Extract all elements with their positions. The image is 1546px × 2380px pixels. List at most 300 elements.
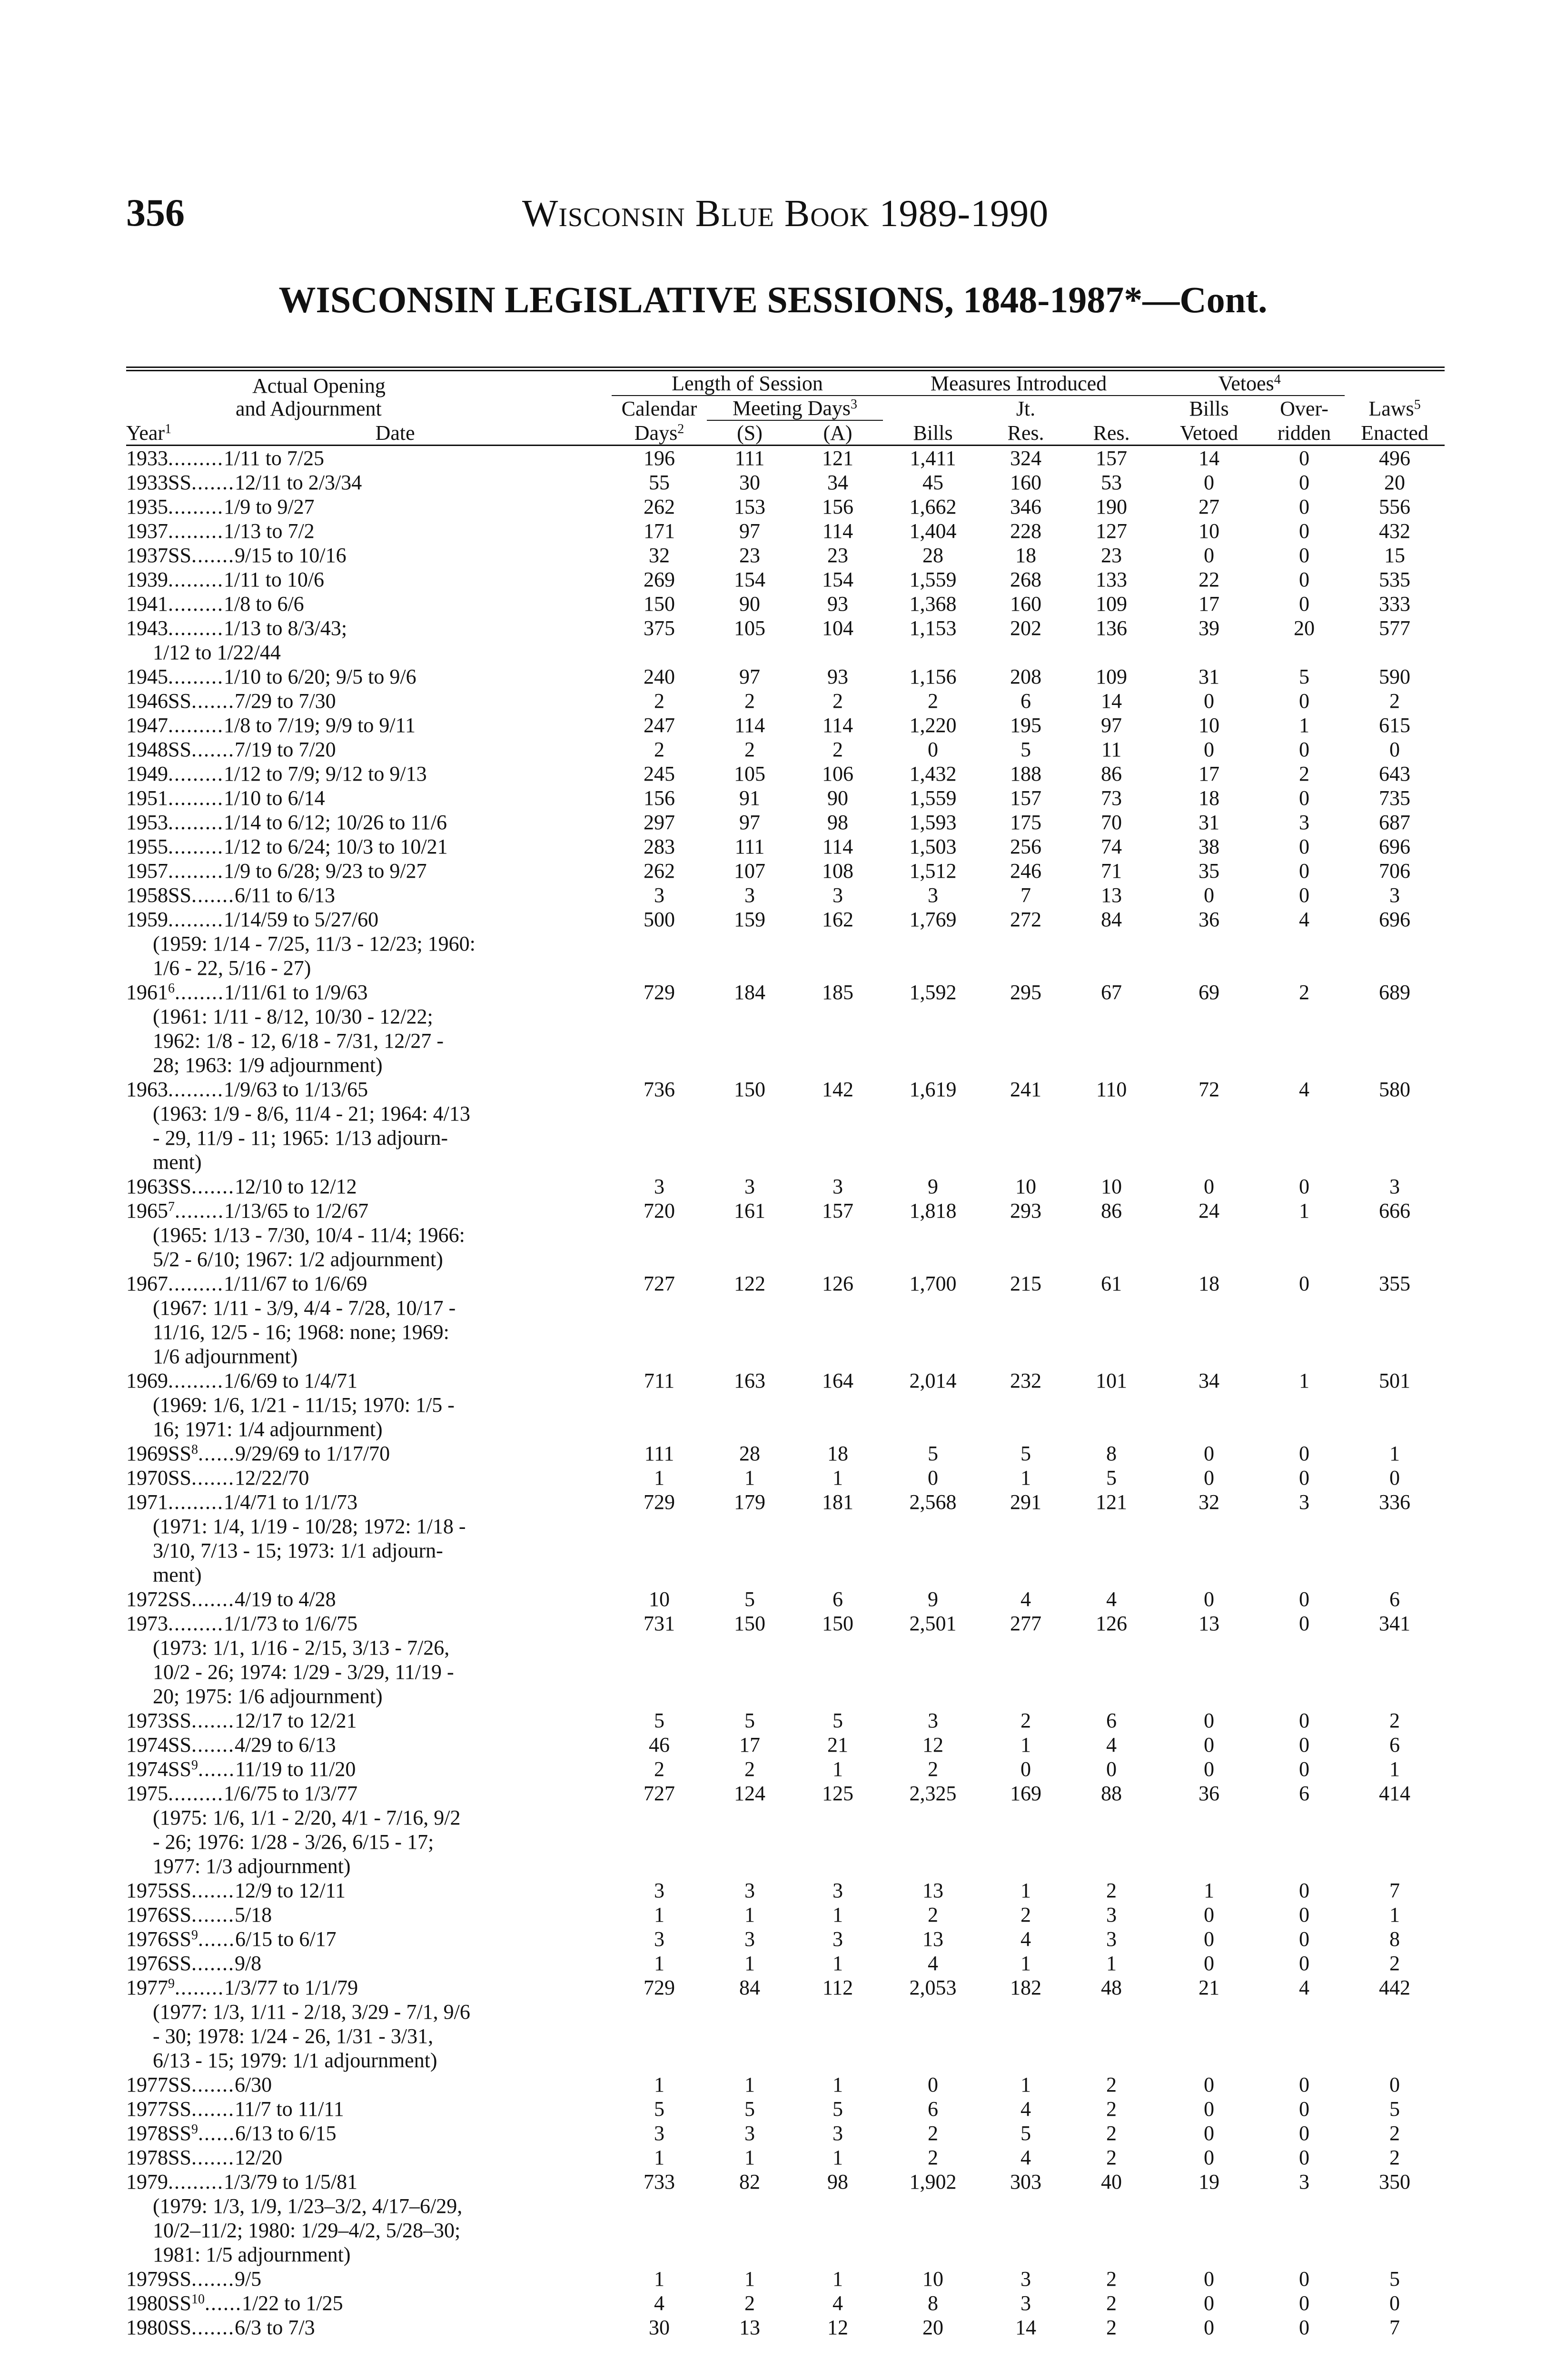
book-title: Wisconsin Blue Book 1989-1990 bbox=[522, 193, 1049, 235]
calendar-days: 5 bbox=[654, 1709, 664, 1732]
joint-resolutions: 18 bbox=[1015, 544, 1036, 567]
detail-spacer bbox=[612, 2194, 1445, 2267]
resolutions: 67 bbox=[1101, 981, 1122, 1004]
senate-days: 161 bbox=[734, 1199, 765, 1222]
resolutions: 2 bbox=[1106, 2267, 1117, 2291]
resolutions: 86 bbox=[1101, 762, 1122, 785]
session-cell bbox=[126, 1077, 612, 1101]
bills-introduced: 0 bbox=[928, 1466, 938, 1489]
vetoes-overridden: 0 bbox=[1299, 568, 1310, 591]
calendar-days: 240 bbox=[644, 665, 675, 688]
session-year: 1979SS bbox=[126, 2267, 191, 2291]
session-date: 9/8 bbox=[234, 1952, 262, 1975]
session-year: 1937 bbox=[126, 519, 168, 543]
assembly-days: 1 bbox=[832, 1903, 843, 1926]
bills-introduced: 1,902 bbox=[909, 2170, 957, 2193]
laws-enacted: 350 bbox=[1379, 2170, 1411, 2193]
session-footnote-ref: 8 bbox=[191, 1442, 198, 1457]
bills-introduced: 3 bbox=[928, 883, 938, 907]
calendar-days-label: Days bbox=[634, 421, 678, 445]
session-date: 1/10 to 6/20; 9/5 to 9/6 bbox=[224, 665, 416, 688]
assembly-days: 5 bbox=[832, 1709, 843, 1732]
dot-leader: ....... bbox=[191, 2316, 235, 2339]
session-year: 1978SS bbox=[126, 2146, 191, 2169]
joint-resolutions: 3 bbox=[1021, 2267, 1031, 2291]
session-year: 1969 bbox=[126, 1369, 168, 1392]
laws-enacted: 8 bbox=[1389, 1927, 1400, 1951]
bills-vetoed: 0 bbox=[1204, 2122, 1215, 2145]
bills-vetoed: 0 bbox=[1204, 1733, 1215, 1756]
assembly-days: 114 bbox=[822, 519, 853, 543]
bills-introduced: 1,368 bbox=[909, 592, 957, 615]
bills-introduced: 2,325 bbox=[909, 1782, 957, 1805]
table-row bbox=[126, 1490, 1445, 1514]
session-year: 1979 bbox=[126, 2170, 168, 2193]
session-date: 7/29 to 7/30 bbox=[234, 689, 336, 713]
bills-introduced: 0 bbox=[928, 2073, 938, 2096]
assembly-days: 21 bbox=[827, 1733, 848, 1756]
laws-enacted: 15 bbox=[1384, 544, 1406, 567]
calendar-days: 2 bbox=[654, 1757, 664, 1781]
senate-days: 30 bbox=[739, 471, 760, 494]
table-row bbox=[126, 2291, 1445, 2315]
senate-days: 150 bbox=[734, 1078, 765, 1101]
session-period-detail: (1969: 1/6, 1/21 - 11/15; 1970: 1/5 - 16; 1971: 1/4 adjournment) bbox=[153, 1393, 455, 1441]
dot-leader: ......... bbox=[168, 835, 224, 858]
bills-vetoed: 18 bbox=[1199, 1272, 1220, 1295]
laws-enacted: 0 bbox=[1389, 1466, 1400, 1489]
detail-spacer bbox=[612, 932, 1445, 980]
senate-days: 179 bbox=[734, 1490, 765, 1514]
senate-days: 124 bbox=[734, 1782, 765, 1805]
laws-footnote-ref: 5 bbox=[1414, 397, 1421, 412]
senate-days: 2 bbox=[744, 738, 755, 761]
dot-leader: ......... bbox=[168, 811, 224, 834]
dot-leader: ......... bbox=[168, 495, 224, 518]
session-date: 11/7 to 11/11 bbox=[234, 2097, 344, 2121]
bills-introduced: 1,156 bbox=[909, 665, 957, 688]
session-date: 12/9 to 12/11 bbox=[234, 1879, 346, 1902]
measures-introduced-header: Measures Introduced bbox=[883, 369, 1154, 396]
laws-enacted: 2 bbox=[1389, 689, 1400, 713]
session-date: 4/19 to 4/28 bbox=[234, 1587, 336, 1611]
bills-vetoed: 39 bbox=[1199, 616, 1220, 640]
joint-resolutions: 5 bbox=[1021, 2122, 1031, 2145]
session-year: 1946SS bbox=[126, 689, 191, 713]
bills-vetoed: 38 bbox=[1199, 835, 1220, 858]
session-period-detail: (1977: 1/3, 1/11 - 2/18, 3/29 - 7/1, 9/6 - 30; 1978: 1/24 - 26, 1/31 - 3/31, 6/13 - 15; 1979: 1/1 adjournment) bbox=[153, 2000, 470, 2072]
resolutions: 2 bbox=[1106, 2122, 1117, 2145]
dot-leader: ......... bbox=[168, 2170, 224, 2193]
bills-vetoed: 0 bbox=[1204, 2267, 1215, 2291]
session-cell bbox=[126, 1951, 612, 1975]
session-period-detail: (1965: 1/13 - 7/30, 10/4 - 11/4; 1966: 5/2 - 6/10; 1967: 1/2 adjournment) bbox=[153, 1223, 465, 1271]
session-year: 1933 bbox=[126, 446, 168, 470]
dot-leader: ....... bbox=[191, 1879, 235, 1902]
calendar-days: 196 bbox=[644, 446, 675, 470]
bills-vetoed: 36 bbox=[1199, 908, 1220, 931]
session-period-detail: (1971: 1/4, 1/19 - 10/28; 1972: 1/18 - 3/10, 7/13 - 15; 1973: 1/1 adjourn- ment) bbox=[153, 1515, 466, 1587]
calendar-days: 269 bbox=[644, 568, 675, 591]
bills-vetoed: 10 bbox=[1199, 519, 1220, 543]
resolutions: 2 bbox=[1106, 2316, 1117, 2339]
bills-introduced: 2 bbox=[928, 1903, 938, 1926]
session-date: 9/29/69 to 1/17/70 bbox=[235, 1442, 390, 1465]
senate-days: 90 bbox=[739, 592, 760, 615]
session-footnote-ref: 9 bbox=[191, 1928, 198, 1943]
joint-resolutions: 1 bbox=[1021, 2073, 1031, 2096]
senate-days: 84 bbox=[739, 1976, 760, 1999]
assembly-days: 3 bbox=[832, 2122, 843, 2145]
session-cell bbox=[126, 519, 612, 543]
table-row-detail bbox=[126, 1636, 1445, 1708]
vetoes-overridden: 0 bbox=[1299, 1612, 1310, 1635]
calendar-days: 729 bbox=[644, 1490, 675, 1514]
calendar-days: 711 bbox=[644, 1369, 675, 1392]
date-header-line2: and Adjournment bbox=[236, 397, 382, 420]
bills-vetoed: 1 bbox=[1204, 1879, 1215, 1902]
calendar-header-line1: Calendar bbox=[621, 397, 697, 420]
bills-vetoed: 24 bbox=[1199, 1199, 1220, 1222]
joint-resolutions: 208 bbox=[1010, 665, 1041, 688]
joint-resolutions: 1 bbox=[1021, 1466, 1031, 1489]
session-year: 1974SS bbox=[126, 1733, 191, 1756]
session-cell bbox=[126, 834, 612, 859]
vetoes-overridden: 0 bbox=[1299, 1733, 1310, 1756]
dot-leader: ......... bbox=[168, 519, 224, 543]
detail-spacer bbox=[612, 2000, 1445, 2073]
calendar-days: 262 bbox=[644, 495, 675, 518]
session-cell bbox=[126, 1611, 612, 1636]
assembly-days: 1 bbox=[832, 1952, 843, 1975]
session-year: 1970SS bbox=[126, 1466, 191, 1489]
resolutions: 0 bbox=[1106, 1757, 1117, 1781]
bills-introduced: 1,503 bbox=[909, 835, 957, 858]
senate-days: 23 bbox=[739, 544, 760, 567]
laws-enacted: 496 bbox=[1379, 446, 1411, 470]
joint-resolutions: 10 bbox=[1015, 1175, 1036, 1198]
resolutions: 110 bbox=[1096, 1078, 1127, 1101]
calendar-days: 245 bbox=[644, 762, 675, 785]
bills-vetoed: 0 bbox=[1204, 1587, 1215, 1611]
senate-days: 3 bbox=[744, 2122, 755, 2145]
bills-vetoed: 0 bbox=[1204, 1175, 1215, 1198]
bills-vetoed: 69 bbox=[1199, 981, 1220, 1004]
session-cell bbox=[126, 1757, 612, 1781]
assembly-days: 181 bbox=[822, 1490, 853, 1514]
joint-resolutions: 1 bbox=[1021, 1733, 1031, 1756]
assembly-days: 18 bbox=[827, 1442, 848, 1465]
session-period-detail: (1967: 1/11 - 3/9, 4/4 - 7/28, 10/17 - 11/16, 12/5 - 16; 1968: none; 1969: 1/6 adjournment) bbox=[153, 1296, 456, 1368]
table-row bbox=[126, 1733, 1445, 1757]
calendar-days: 727 bbox=[644, 1272, 675, 1295]
length-of-session-header: Length of Session bbox=[612, 369, 883, 396]
joint-resolutions: 256 bbox=[1010, 835, 1041, 858]
joint-resolutions: 6 bbox=[1021, 689, 1031, 713]
dot-leader: ....... bbox=[191, 689, 235, 713]
session-year: 1937SS bbox=[126, 544, 191, 567]
bills-vetoed: 27 bbox=[1199, 495, 1220, 518]
laws-enacted: 336 bbox=[1379, 1490, 1411, 1514]
bills-introduced: 2,053 bbox=[909, 1976, 957, 1999]
session-date: 1/6/75 to 1/3/77 bbox=[224, 1782, 358, 1805]
calendar-days: 3 bbox=[654, 1879, 664, 1902]
session-cell bbox=[126, 810, 612, 834]
session-date: 1/14 to 6/12; 10/26 to 11/6 bbox=[224, 811, 447, 834]
session-year: 1977 bbox=[126, 1976, 168, 1999]
dot-leader: ......... bbox=[168, 1490, 224, 1514]
laws-enacted: 6 bbox=[1389, 1733, 1400, 1756]
session-period-detail: (1959: 1/14 - 7/25, 11/3 - 12/23; 1960: 1/6 - 22, 5/16 - 27) bbox=[153, 932, 476, 980]
bills-vetoed: 31 bbox=[1199, 665, 1220, 688]
session-date: 6/15 to 6/17 bbox=[235, 1927, 337, 1951]
dot-leader: ......... bbox=[168, 446, 224, 470]
bills-introduced: 0 bbox=[928, 738, 938, 761]
table-row bbox=[126, 1077, 1445, 1101]
vetoes-overridden: 2 bbox=[1299, 762, 1310, 785]
bills-introduced: 1,559 bbox=[909, 568, 957, 591]
resolutions: 11 bbox=[1101, 738, 1122, 761]
bills-vetoed: 32 bbox=[1199, 1490, 1220, 1514]
session-date: 1/22 to 1/25 bbox=[241, 2291, 343, 2315]
session-cell bbox=[126, 1708, 612, 1733]
calendar-days: 1 bbox=[654, 1952, 664, 1975]
assembly-days: 12 bbox=[827, 2316, 848, 2339]
bills-introduced: 13 bbox=[922, 1879, 943, 1902]
resolutions: 109 bbox=[1096, 592, 1128, 615]
session-date: 11/19 to 11/20 bbox=[235, 1757, 356, 1781]
session-cell bbox=[126, 1975, 612, 2000]
senate-days: 28 bbox=[739, 1442, 760, 1465]
senate-days: 3 bbox=[744, 1175, 755, 1198]
table-row-detail bbox=[126, 1805, 1445, 1878]
vetoes-overridden: 0 bbox=[1299, 471, 1310, 494]
resolutions: 97 bbox=[1101, 714, 1122, 737]
dot-leader: ........ bbox=[175, 981, 224, 1004]
bills-introduced: 2 bbox=[928, 2146, 938, 2169]
table-body bbox=[126, 446, 1445, 2340]
resolutions: 101 bbox=[1096, 1369, 1128, 1392]
session-cell bbox=[126, 2315, 612, 2340]
session-cell bbox=[126, 883, 612, 907]
joint-resolutions: 291 bbox=[1010, 1490, 1041, 1514]
session-date: 1/3/77 to 1/1/79 bbox=[224, 1976, 358, 1999]
calendar-days: 46 bbox=[649, 1733, 670, 1756]
joint-resolutions: 272 bbox=[1010, 908, 1041, 931]
senate-days: 91 bbox=[739, 786, 760, 810]
session-cell bbox=[126, 1927, 612, 1951]
senate-days: 2 bbox=[744, 2291, 755, 2315]
laws-enacted: 442 bbox=[1379, 1976, 1411, 1999]
senate-days: 2 bbox=[744, 689, 755, 713]
bills-vetoed: 35 bbox=[1199, 859, 1220, 883]
bills-vetoed-header-line2: Vetoed bbox=[1154, 420, 1264, 446]
assembly-days: 121 bbox=[822, 446, 853, 470]
bills-vetoed: 17 bbox=[1199, 592, 1220, 615]
session-year: 1953 bbox=[126, 811, 168, 834]
assembly-days: 1 bbox=[832, 2073, 843, 2096]
laws-enacted: 687 bbox=[1379, 811, 1411, 834]
bills-vetoed: 0 bbox=[1204, 1442, 1215, 1465]
laws-header-line1 bbox=[1345, 396, 1445, 420]
bills-vetoed: 0 bbox=[1204, 2291, 1215, 2315]
session-year: 1939 bbox=[126, 568, 168, 591]
bills-vetoed: 0 bbox=[1204, 1709, 1215, 1732]
laws-enacted: 20 bbox=[1384, 471, 1406, 494]
bills-introduced: 2 bbox=[928, 1757, 938, 1781]
calendar-days: 111 bbox=[644, 1442, 674, 1465]
resolutions: 1 bbox=[1106, 1952, 1117, 1975]
session-date: 1/3/79 to 1/5/81 bbox=[224, 2170, 358, 2193]
laws-enacted: 355 bbox=[1379, 1272, 1411, 1295]
session-date: 12/22/70 bbox=[234, 1466, 309, 1489]
laws-enacted: 1 bbox=[1389, 1903, 1400, 1926]
calendar-days: 1 bbox=[654, 1466, 664, 1489]
table-row bbox=[126, 567, 1445, 592]
table-row bbox=[126, 2145, 1445, 2170]
assembly-days: 142 bbox=[822, 1078, 853, 1101]
bills-vetoed: 21 bbox=[1199, 1976, 1220, 1999]
laws-enacted: 333 bbox=[1379, 592, 1411, 615]
session-date: 7/19 to 7/20 bbox=[234, 738, 336, 761]
laws-enacted: 414 bbox=[1379, 1782, 1411, 1805]
bills-introduced: 1,593 bbox=[909, 811, 957, 834]
senate-days: 1 bbox=[744, 1903, 755, 1926]
session-year: 1963 bbox=[126, 1078, 168, 1101]
bills-introduced: 8 bbox=[928, 2291, 938, 2315]
laws-enacted: 580 bbox=[1379, 1078, 1411, 1101]
dot-leader: ....... bbox=[191, 738, 235, 761]
vetoes-header bbox=[1154, 369, 1345, 396]
resolutions: 109 bbox=[1096, 665, 1128, 688]
joint-resolutions: 157 bbox=[1010, 786, 1041, 810]
vetoes-overridden: 0 bbox=[1299, 2316, 1310, 2339]
bills-introduced: 3 bbox=[928, 1709, 938, 1732]
table-row bbox=[126, 2097, 1445, 2121]
vetoes-overridden: 0 bbox=[1299, 446, 1310, 470]
senate-days: 1 bbox=[744, 2146, 755, 2169]
senate-days: 5 bbox=[744, 1587, 755, 1611]
session-date: 6/11 to 6/13 bbox=[234, 883, 335, 907]
session-date: 12/10 to 12/12 bbox=[234, 1175, 357, 1198]
table-row bbox=[126, 616, 1445, 640]
dot-leader: ....... bbox=[191, 1587, 235, 1611]
bills-introduced: 1,592 bbox=[909, 981, 957, 1004]
bills-vetoed: 18 bbox=[1199, 786, 1220, 810]
resolutions: 121 bbox=[1096, 1490, 1128, 1514]
session-year: 1933SS bbox=[126, 471, 191, 494]
vetoes-overridden: 0 bbox=[1299, 1879, 1310, 1902]
bills-vetoed: 0 bbox=[1204, 2146, 1215, 2169]
year-footnote-ref: 1 bbox=[165, 422, 172, 436]
session-period-detail: (1963: 1/9 - 8/6, 11/4 - 21; 1964: 4/13 - 29, 11/9 - 11; 1965: 1/13 adjourn- ment) bbox=[153, 1102, 470, 1174]
bills-vetoed: 22 bbox=[1199, 568, 1220, 591]
detail-spacer bbox=[612, 640, 1445, 664]
session-date: 9/15 to 10/16 bbox=[234, 544, 347, 567]
assembly-days: 98 bbox=[827, 811, 848, 834]
resolutions: 14 bbox=[1101, 689, 1122, 713]
bills-vetoed: 36 bbox=[1199, 1782, 1220, 1805]
session-cell bbox=[126, 907, 612, 932]
session-cell bbox=[126, 2145, 612, 2170]
session-cell bbox=[126, 980, 612, 1004]
detail-spacer bbox=[612, 1296, 1445, 1368]
calendar-days: 736 bbox=[644, 1078, 675, 1101]
bills-vetoed: 13 bbox=[1199, 1612, 1220, 1635]
session-cell bbox=[126, 592, 612, 616]
table-row bbox=[126, 1587, 1445, 1611]
session-date: 1/14/59 to 5/27/60 bbox=[224, 908, 379, 931]
resolutions: 61 bbox=[1101, 1272, 1122, 1295]
laws-enacted: 666 bbox=[1379, 1199, 1411, 1222]
resolutions: 74 bbox=[1101, 835, 1122, 858]
detail-spacer bbox=[612, 1101, 1445, 1174]
table-row-detail bbox=[126, 2194, 1445, 2267]
table-row bbox=[126, 1466, 1445, 1490]
calendar-days: 150 bbox=[644, 592, 675, 615]
session-date: 5/18 bbox=[234, 1903, 272, 1926]
laws-header-line2: Enacted bbox=[1345, 420, 1445, 446]
senate-days: 5 bbox=[744, 1709, 755, 1732]
assembly-days: 112 bbox=[822, 1976, 853, 1999]
senate-days: 97 bbox=[739, 665, 760, 688]
joint-resolutions: 14 bbox=[1015, 2316, 1036, 2339]
resolutions: 48 bbox=[1101, 1976, 1122, 1999]
senate-days: 150 bbox=[734, 1612, 765, 1635]
session-cell bbox=[126, 2097, 612, 2121]
dot-leader: ....... bbox=[191, 2097, 235, 2121]
senate-days: 1 bbox=[744, 2073, 755, 2096]
dot-leader: ....... bbox=[191, 1903, 235, 1926]
session-year: 1977SS bbox=[126, 2097, 191, 2121]
detail-spacer bbox=[612, 1514, 1445, 1587]
session-date: 1/4/71 to 1/1/73 bbox=[224, 1490, 358, 1514]
vetoes-overridden: 0 bbox=[1299, 1466, 1310, 1489]
date-header-line1: Actual Opening bbox=[252, 374, 386, 397]
session-date: 1/13 to 8/3/43; bbox=[224, 616, 347, 640]
joint-resolutions: 324 bbox=[1010, 446, 1041, 470]
detail-spacer bbox=[612, 1393, 1445, 1441]
session-year: 1976SS bbox=[126, 1927, 191, 1951]
session-cell bbox=[126, 1174, 612, 1199]
year-date-header bbox=[126, 420, 612, 446]
session-year: 1965 bbox=[126, 1199, 168, 1222]
laws-enacted: 577 bbox=[1379, 616, 1411, 640]
resolutions: 70 bbox=[1101, 811, 1122, 834]
session-date: 4/29 to 6/13 bbox=[234, 1733, 336, 1756]
assembly-days: 164 bbox=[822, 1369, 853, 1392]
senate-days: 111 bbox=[734, 835, 765, 858]
meeting-days-header bbox=[707, 396, 883, 420]
dot-leader: ....... bbox=[191, 2073, 235, 2096]
table-row bbox=[126, 2267, 1445, 2291]
table-row-detail bbox=[126, 2000, 1445, 2073]
assembly-days: 23 bbox=[827, 544, 848, 567]
laws-enacted: 341 bbox=[1379, 1612, 1411, 1635]
table-row bbox=[126, 883, 1445, 907]
calendar-days: 3 bbox=[654, 2122, 664, 2145]
session-period-detail: 1/12 to 1/22/44 bbox=[153, 641, 281, 664]
resolutions: 10 bbox=[1101, 1175, 1122, 1198]
table-row bbox=[126, 1611, 1445, 1636]
bills-introduced: 45 bbox=[922, 471, 943, 494]
senate-days: 184 bbox=[734, 981, 765, 1004]
vetoes-overridden: 0 bbox=[1299, 519, 1310, 543]
session-cell bbox=[126, 1878, 612, 1903]
table-row bbox=[126, 1199, 1445, 1223]
session-footnote-ref: 10 bbox=[191, 2292, 205, 2307]
joint-resolutions: 4 bbox=[1021, 2146, 1031, 2169]
